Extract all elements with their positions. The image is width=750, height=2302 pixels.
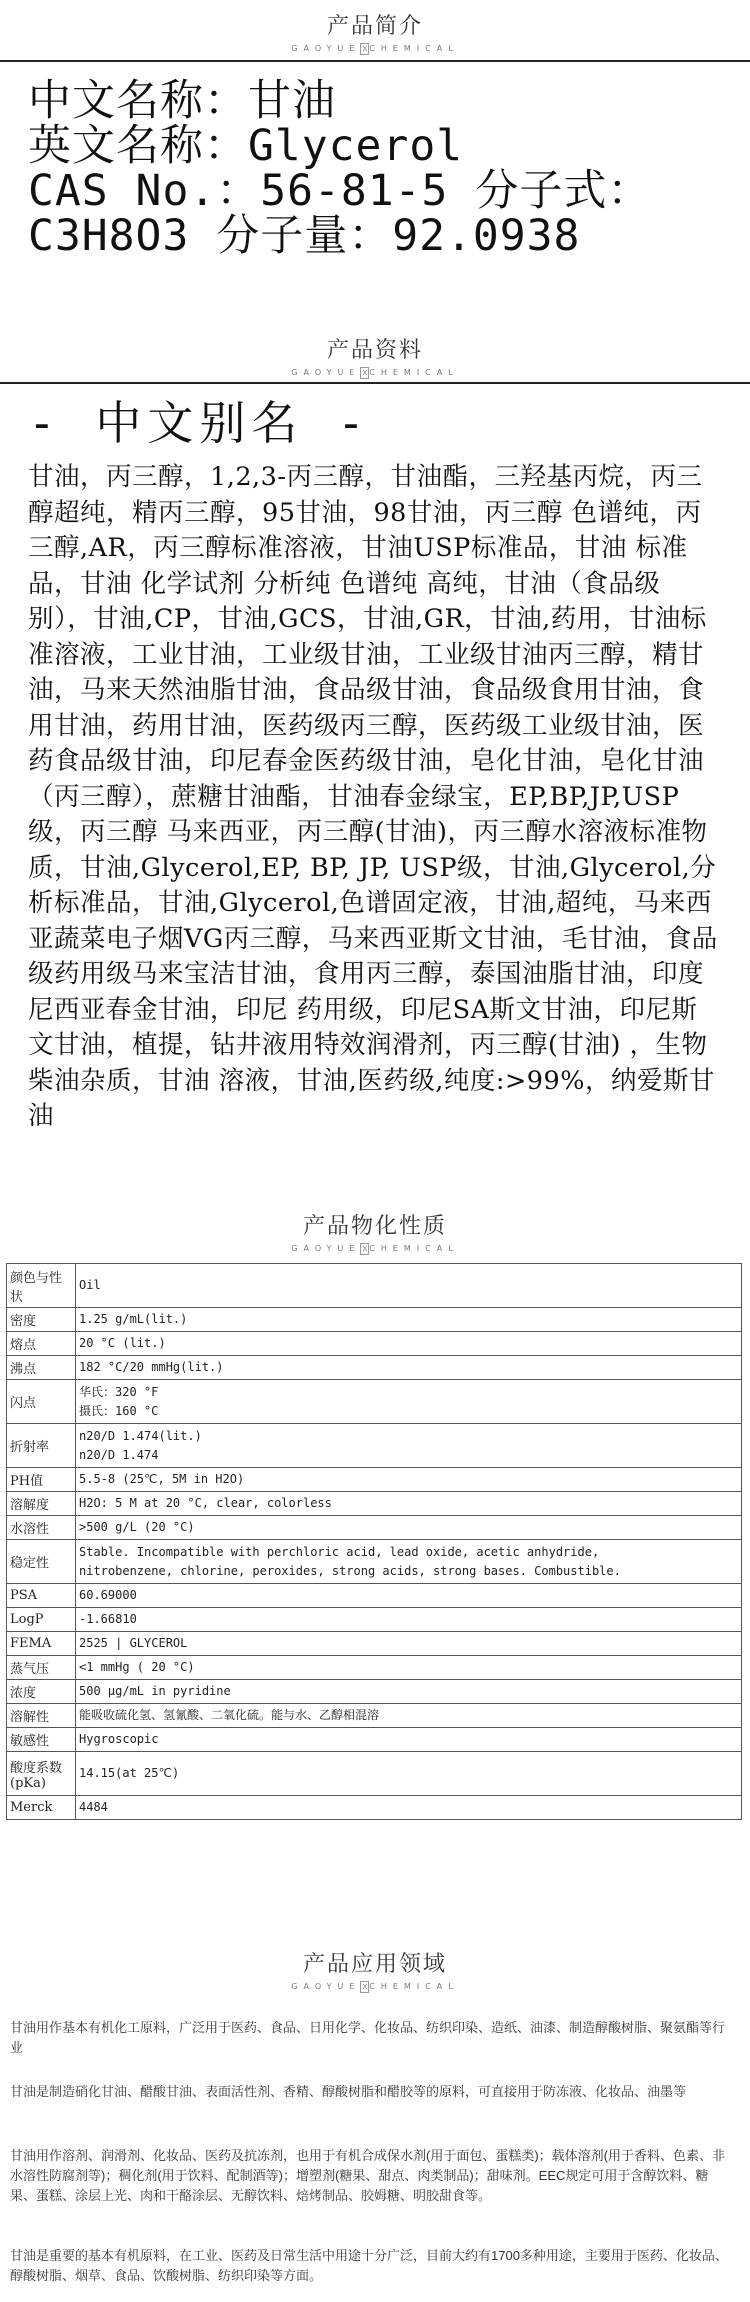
property-value: <1 mmHg ( 20 °C) xyxy=(76,1656,742,1680)
property-value: Hygroscopic xyxy=(76,1728,742,1752)
intro-divider xyxy=(0,60,750,62)
table-row xyxy=(7,1380,742,1424)
property-name: 蒸气压 xyxy=(7,1656,76,1680)
property-value: Stable. Incompatible with perchloric acid, lead oxide, acetic anhydride, nitrobenzene, chlorine, peroxides, strong acids, strong bases. Combustible. xyxy=(76,1540,742,1584)
property-value: 4484 xyxy=(76,1796,742,1820)
property-value: >500 g/L (20 °C) xyxy=(76,1516,742,1540)
property-value: 5.5-8 (25℃, 5M in H2O) xyxy=(76,1468,742,1492)
alias-text: 甘油，丙三醇，1,2,3-丙三醇，甘油酯，三羟基丙烷，丙三醇超纯，精丙三醇，95甘油，98甘油，丙三醇 色谱纯，丙三醇,AR，丙三醇标准溶液，甘油USP标准品，甘油 标准品，甘油 化学试剂 分析纯 色谱纯 高纯，甘油（食品级别），甘油,CP，甘油,GCS，甘油,GR，甘油,药用，甘油标准溶液，工业甘油，工业级甘油，工业级甘油丙三醇，精甘油，马来天然油脂甘油，食品级甘油，食品级食用甘油，食用甘油，药用甘油，医药级丙三醇，医药级工业级甘油，医药食品级甘油，印尼春金医药级甘油，皂化甘油，皂化甘油（丙三醇），蔗糖甘油酯，甘油春金绿宝，EP,BP,JP,USP级，丙三醇 马来西亚，丙三醇(甘油)，丙三醇水溶液标准物质，甘油,Glycerol,EP, BP, JP, USP级，甘油,Glycerol,分析标准品，甘油,Glycerol,色谱固定液，甘油,超纯，马来西亚蔬菜电子烟VG丙三醇，马来西亚斯文甘油，毛甘油，食品级药用级马来宝洁甘油，食用丙三醇，泰国油脂甘油，印度尼西亚春金甘油，印尼 药用级，印尼SA斯文甘油，印尼斯文甘油，植提，钻井液用特效润滑剂，丙三醇(甘油) ，生物柴油杂质，甘油 溶液，甘油,医药级,纯度:>99%，纳爱斯甘油 xyxy=(28,462,718,1131)
intro-chinese-name: 中文名称：甘油 xyxy=(28,76,336,126)
alias-heading: - 中文别名 - xyxy=(28,396,371,450)
table-row xyxy=(7,1656,742,1680)
table-row xyxy=(7,1492,742,1516)
property-name: Merck xyxy=(7,1796,76,1820)
info-section-header xyxy=(0,338,750,379)
property-name: 颜色与性状 xyxy=(7,1264,76,1308)
property-name: 沸点 xyxy=(7,1356,76,1380)
application-paragraph: 甘油是重要的基本有机原料，在工业、医药及日常生活中用途十分广泛，目前大约有1700多种用途，主要用于医药、化妆品、醇酸树脂、烟草、食品、饮酸树脂、纺织印染等方面。 xyxy=(10,2248,728,2283)
intro-cas: CAS No.：56-81-5 分子式： xyxy=(28,166,652,216)
info-section-title: 产品资料 xyxy=(326,338,423,363)
property-value: 182 °C/20 mmHg(lit.) xyxy=(76,1356,742,1380)
table-row xyxy=(7,1540,742,1584)
property-name: 熔点 xyxy=(7,1332,76,1356)
info-section-subtitle: GAOYUE X CHEMICAL xyxy=(291,368,459,377)
property-value: 1.25 g/mL(lit.) xyxy=(76,1308,742,1332)
property-value: 60.69000 xyxy=(76,1584,742,1608)
table-row xyxy=(7,1796,742,1820)
table-row xyxy=(7,1516,742,1540)
property-value: 华氏：320 °F 摄氏：160 °C xyxy=(76,1380,742,1424)
property-name: FEMA xyxy=(7,1632,76,1656)
property-name: 浓度 xyxy=(7,1680,76,1704)
table-row xyxy=(7,1332,742,1356)
property-name: 闪点 xyxy=(7,1380,76,1424)
table-row xyxy=(7,1680,742,1704)
application-paragraph: 甘油用作基本有机化工原料，广泛用于医药、食品、日用化学、化妆品、纺织印染、造纸、油漆、制造醇酸树脂、聚氨酯等行业 xyxy=(10,2020,726,2055)
property-value: 2525 | GLYCEROL xyxy=(76,1632,742,1656)
intro-formula: C3H8O3 分子量：92.0938 xyxy=(28,211,581,261)
property-value: 500 μg/mL in pyridine xyxy=(76,1680,742,1704)
table-row xyxy=(7,1424,742,1468)
properties-table xyxy=(6,1263,742,1820)
table-row xyxy=(7,1356,742,1380)
property-name: 水溶性 xyxy=(7,1516,76,1540)
intro-section-title: 产品简介 xyxy=(326,14,423,39)
property-value: 20 °C (lit.) xyxy=(76,1332,742,1356)
table-row xyxy=(7,1704,742,1728)
table-row xyxy=(7,1468,742,1492)
table-row xyxy=(7,1264,742,1308)
props-section-title: 产品物化性质 xyxy=(302,1214,447,1239)
table-row xyxy=(7,1608,742,1632)
table-row xyxy=(7,1728,742,1752)
apps-section-subtitle: GAOYUE X CHEMICAL xyxy=(291,1982,459,1991)
info-divider xyxy=(0,382,750,384)
table-row xyxy=(7,1308,742,1332)
property-name: 溶解度 xyxy=(7,1492,76,1516)
property-name: 稳定性 xyxy=(7,1540,76,1584)
property-value: -1.66810 xyxy=(76,1608,742,1632)
table-row xyxy=(7,1752,742,1796)
props-section-subtitle: GAOYUE X CHEMICAL xyxy=(291,1244,459,1253)
property-name: 酸度系数(pKa) xyxy=(7,1752,76,1796)
property-name: 折射率 xyxy=(7,1424,76,1468)
table-row xyxy=(7,1584,742,1608)
application-paragraph: 甘油用作溶剂、润滑剂、化妆品、医药及抗冻剂，也用于有机合成保水剂(用于面包、蛋糕类)；载体溶剂(用于香料、色素、非水溶性防腐剂等)；稠化剂(用于饮料、配制酒等)；增塑剂(糖果、甜点、肉类制品)；甜味剂。EEC规定可用于含醇饮料、糖果、蛋糕、涂层上光、肉和干酪涂层、无醇饮料、焙烤制品、胶姆糖、明胶甜食等。 xyxy=(10,2148,725,2203)
property-name: PSA xyxy=(7,1584,76,1608)
property-name: 溶解性 xyxy=(7,1704,76,1728)
property-value: Oil xyxy=(76,1264,742,1308)
apps-section-title: 产品应用领域 xyxy=(302,1952,447,1977)
application-paragraph: 甘油是制造硝化甘油、醋酸甘油、表面活性剂、香精、醇酸树脂和醋胶等的原料，可直接用于防冻液、化妆品、油墨等 xyxy=(10,2084,687,2099)
intro-section-subtitle: GAOYUE X CHEMICAL xyxy=(291,44,459,53)
property-name: 敏感性 xyxy=(7,1728,76,1752)
property-value: n20/D 1.474(lit.) n20/D 1.474 xyxy=(76,1424,742,1468)
property-name: PH值 xyxy=(7,1468,76,1492)
props-section-header xyxy=(0,1214,750,1255)
property-value: H2O: 5 M at 20 °C, clear, colorless xyxy=(76,1492,742,1516)
intro-section-header xyxy=(0,14,750,55)
property-value: 能吸收硫化氢、氢氰酸、二氧化硫。能与水、乙醇相混溶 xyxy=(76,1704,742,1728)
table-row xyxy=(7,1632,742,1656)
intro-english-name: 英文名称：Glycerol xyxy=(28,121,464,171)
property-value: 14.15(at 25℃) xyxy=(76,1752,742,1796)
apps-section-header xyxy=(0,1952,750,1993)
property-name: LogP xyxy=(7,1608,76,1632)
property-name: 密度 xyxy=(7,1308,76,1332)
